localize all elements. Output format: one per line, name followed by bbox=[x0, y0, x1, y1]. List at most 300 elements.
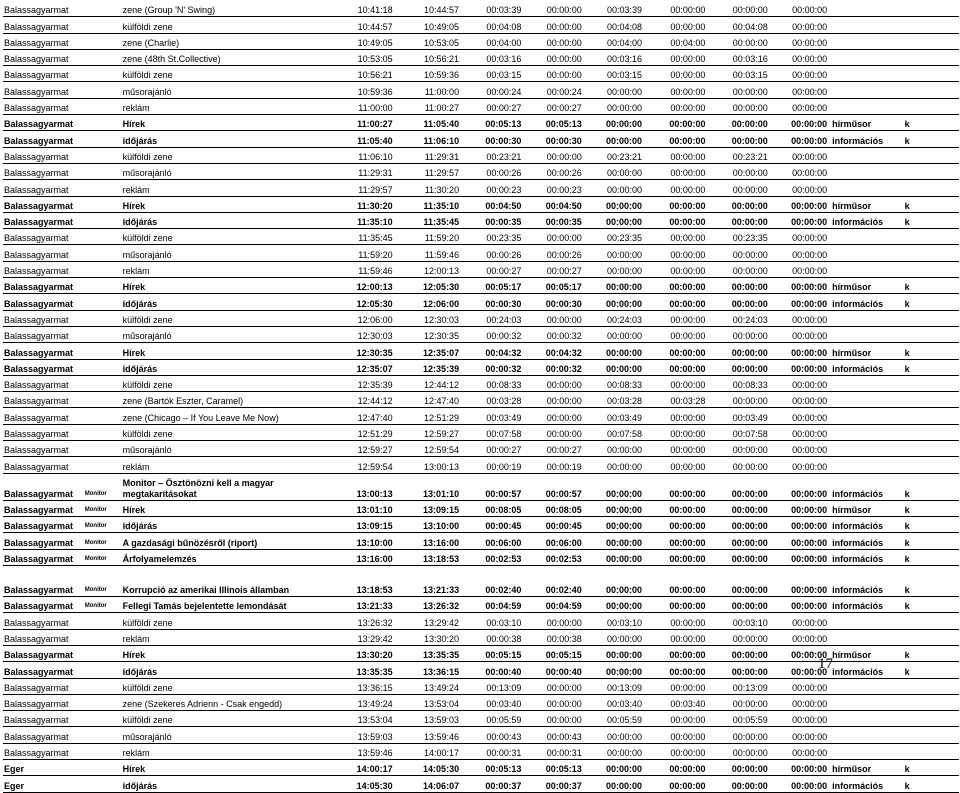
table-cell: 12:00:13 bbox=[397, 261, 463, 277]
table-cell: 00:00:00 bbox=[772, 711, 831, 727]
table-cell: zene (48th St.Collective) bbox=[122, 49, 326, 65]
table-cell: 00:00:00 bbox=[586, 131, 646, 147]
table-cell: 00:00:00 bbox=[709, 98, 771, 114]
table-cell bbox=[831, 613, 901, 629]
table-cell bbox=[84, 662, 122, 678]
table-cell: 10:56:21 bbox=[397, 49, 463, 65]
table-cell: 00:00:00 bbox=[709, 1, 771, 17]
table-cell: 00:05:59 bbox=[586, 711, 646, 727]
table-cell: 12:30:03 bbox=[326, 326, 397, 342]
table-cell: 00:03:16 bbox=[463, 49, 525, 65]
table-cell: 00:00:00 bbox=[709, 359, 771, 375]
table-cell: 10:59:36 bbox=[326, 82, 397, 98]
table-cell: 00:00:00 bbox=[646, 278, 709, 294]
table-cell: 13:09:15 bbox=[326, 516, 397, 532]
table-cell: 00:00:00 bbox=[709, 645, 771, 661]
table-cell: k bbox=[901, 645, 959, 661]
table-cell: 00:07:58 bbox=[463, 424, 525, 440]
table-cell: 00:00:00 bbox=[709, 662, 771, 678]
table-cell bbox=[84, 392, 122, 408]
table-cell: 00:00:40 bbox=[463, 662, 525, 678]
table-cell: 00:00:00 bbox=[709, 33, 771, 49]
table-cell bbox=[831, 147, 901, 163]
table-cell: műsorajánló bbox=[122, 163, 326, 179]
table-cell: 11:35:10 bbox=[397, 196, 463, 212]
table-cell: 00:13:09 bbox=[709, 678, 771, 694]
table-cell: 00:00:19 bbox=[525, 457, 585, 473]
table-cell: Balassagyarmat bbox=[3, 229, 84, 245]
table-cell: Balassagyarmat bbox=[3, 115, 84, 131]
table-cell: reklám bbox=[122, 98, 326, 114]
table-cell: 00:00:00 bbox=[646, 500, 709, 516]
table-row bbox=[3, 473, 959, 500]
table-cell: 10:44:57 bbox=[326, 17, 397, 33]
table-cell: 00:00:43 bbox=[525, 727, 585, 743]
table-cell bbox=[831, 49, 901, 65]
table-cell bbox=[901, 727, 959, 743]
table-cell: 00:05:17 bbox=[525, 278, 585, 294]
table-cell: 00:00:00 bbox=[709, 261, 771, 277]
table-cell: 00:03:40 bbox=[463, 694, 525, 710]
table-cell: Balassagyarmat bbox=[3, 131, 84, 147]
table-cell: k bbox=[901, 581, 959, 597]
table-cell: Balassagyarmat bbox=[3, 326, 84, 342]
table-cell bbox=[84, 49, 122, 65]
table-cell: 10:49:05 bbox=[326, 33, 397, 49]
table-cell: 00:00:00 bbox=[586, 261, 646, 277]
table-row bbox=[3, 294, 959, 310]
table-cell: Balassagyarmat bbox=[3, 392, 84, 408]
table-cell: 14:00:17 bbox=[397, 743, 463, 759]
table-cell: 00:00:00 bbox=[709, 760, 771, 776]
table-cell: reklám bbox=[122, 180, 326, 196]
table-cell: külföldi zene bbox=[122, 424, 326, 440]
table-cell: 00:00:00 bbox=[709, 196, 771, 212]
table-cell: 00:00:00 bbox=[772, 82, 831, 98]
table-cell: 00:00:00 bbox=[709, 516, 771, 532]
table-cell: 00:00:00 bbox=[772, 645, 831, 661]
table-cell: Balassagyarmat bbox=[3, 473, 84, 500]
table-cell bbox=[84, 343, 122, 359]
table-cell: 00:02:40 bbox=[463, 581, 525, 597]
table-cell: 13:21:33 bbox=[397, 581, 463, 597]
table-cell: 00:00:00 bbox=[772, 245, 831, 261]
table-cell: 00:00:24 bbox=[463, 82, 525, 98]
table-cell: 00:00:00 bbox=[525, 66, 585, 82]
table-row bbox=[3, 261, 959, 277]
table-cell: 00:00:00 bbox=[646, 549, 709, 565]
table-cell: 00:00:23 bbox=[463, 180, 525, 196]
table-cell: 00:07:58 bbox=[586, 424, 646, 440]
table-cell: 00:00:00 bbox=[586, 212, 646, 228]
table-cell: 13:18:53 bbox=[397, 549, 463, 565]
table-cell: 11:29:57 bbox=[397, 163, 463, 179]
table-cell: 00:00:00 bbox=[709, 727, 771, 743]
table-cell: 11:29:31 bbox=[326, 163, 397, 179]
table-cell bbox=[831, 1, 901, 17]
table-cell: 13:59:46 bbox=[326, 743, 397, 759]
table-row bbox=[3, 49, 959, 65]
table-cell: Balassagyarmat bbox=[3, 424, 84, 440]
table-cell: műsorajánló bbox=[122, 82, 326, 98]
table-cell: 00:23:35 bbox=[709, 229, 771, 245]
table-cell: 11:29:57 bbox=[326, 180, 397, 196]
table-cell: 10:49:05 bbox=[397, 17, 463, 33]
table-cell: 00:00:00 bbox=[586, 500, 646, 516]
table-cell: 13:30:20 bbox=[326, 645, 397, 661]
table-cell: 00:00:57 bbox=[525, 473, 585, 500]
table-cell: Monitor bbox=[84, 581, 122, 597]
table-cell: 00:04:32 bbox=[463, 343, 525, 359]
table-cell: 12:44:12 bbox=[326, 392, 397, 408]
table-cell bbox=[831, 66, 901, 82]
table-cell bbox=[901, 408, 959, 424]
table-cell: 00:00:00 bbox=[586, 776, 646, 792]
table-cell: Monitor bbox=[84, 549, 122, 565]
table-cell: k bbox=[901, 662, 959, 678]
table-cell: 00:00:00 bbox=[586, 533, 646, 549]
table-row bbox=[3, 1, 959, 17]
table-cell bbox=[901, 1, 959, 17]
table-cell: Balassagyarmat bbox=[3, 662, 84, 678]
table-cell bbox=[84, 645, 122, 661]
table-cell bbox=[84, 678, 122, 694]
table-cell: 00:00:00 bbox=[709, 212, 771, 228]
table-cell: 00:00:00 bbox=[586, 549, 646, 565]
table-cell: 00:00:00 bbox=[646, 457, 709, 473]
table-cell: 00:00:00 bbox=[646, 662, 709, 678]
table-cell: 00:00:00 bbox=[772, 180, 831, 196]
blank-row bbox=[3, 565, 959, 581]
table-cell bbox=[831, 326, 901, 342]
table-cell: 12:05:30 bbox=[326, 294, 397, 310]
table-cell bbox=[831, 727, 901, 743]
table-cell: 00:00:26 bbox=[525, 163, 585, 179]
table-cell: reklám bbox=[122, 629, 326, 645]
table-cell: 00:00:00 bbox=[646, 163, 709, 179]
table-cell: Balassagyarmat bbox=[3, 743, 84, 759]
table-cell: Balassagyarmat bbox=[3, 629, 84, 645]
table-cell: időjárás bbox=[122, 131, 326, 147]
table-cell: 00:00:00 bbox=[709, 441, 771, 457]
table-cell: 00:00:00 bbox=[709, 115, 771, 131]
table-cell: 00:00:00 bbox=[772, 392, 831, 408]
table-cell: 00:04:00 bbox=[463, 33, 525, 49]
table-cell: 00:04:00 bbox=[586, 33, 646, 49]
table-row bbox=[3, 66, 959, 82]
table-cell: 00:00:00 bbox=[772, 424, 831, 440]
table-cell: Balassagyarmat bbox=[3, 408, 84, 424]
table-cell bbox=[84, 424, 122, 440]
table-row bbox=[3, 33, 959, 49]
table-cell: zene (Bartók Eszter, Caramel) bbox=[122, 392, 326, 408]
table-cell: 00:03:49 bbox=[463, 408, 525, 424]
table-cell: 11:30:20 bbox=[326, 196, 397, 212]
table-cell: 00:00:26 bbox=[463, 245, 525, 261]
table-row bbox=[3, 408, 959, 424]
table-cell bbox=[901, 82, 959, 98]
table-cell: 00:00:00 bbox=[646, 212, 709, 228]
table-cell: 00:00:00 bbox=[646, 776, 709, 792]
table-cell: 13:53:04 bbox=[397, 694, 463, 710]
table-cell: 00:23:21 bbox=[709, 147, 771, 163]
table-cell: 00:00:00 bbox=[709, 163, 771, 179]
table-row bbox=[3, 662, 959, 678]
table-cell: 00:00:00 bbox=[646, 727, 709, 743]
table-cell: 11:05:40 bbox=[326, 131, 397, 147]
table-cell: 00:00:00 bbox=[772, 131, 831, 147]
table-cell: 00:00:00 bbox=[646, 597, 709, 613]
table-cell: információs bbox=[831, 212, 901, 228]
table-row bbox=[3, 711, 959, 727]
table-cell bbox=[84, 408, 122, 424]
table-cell: 11:06:10 bbox=[326, 147, 397, 163]
table-cell: k bbox=[901, 516, 959, 532]
table-cell: k bbox=[901, 760, 959, 776]
table-cell: zene (Szekeres Adrienn - Csak engedd) bbox=[122, 694, 326, 710]
table-cell: 11:35:45 bbox=[326, 229, 397, 245]
table-cell bbox=[901, 245, 959, 261]
table-cell: 00:00:00 bbox=[646, 326, 709, 342]
table-cell: 13:35:35 bbox=[397, 645, 463, 661]
table-cell: információs bbox=[831, 359, 901, 375]
table-cell: 00:08:33 bbox=[709, 375, 771, 391]
table-cell: 12:44:12 bbox=[397, 375, 463, 391]
table-cell: 00:00:00 bbox=[586, 115, 646, 131]
table-cell: 00:00:00 bbox=[772, 516, 831, 532]
table-cell: 00:00:00 bbox=[772, 326, 831, 342]
table-cell: 00:23:21 bbox=[463, 147, 525, 163]
table-cell bbox=[901, 147, 959, 163]
table-cell: 11:30:20 bbox=[397, 180, 463, 196]
table-cell: 00:00:00 bbox=[586, 597, 646, 613]
table-cell: 00:08:05 bbox=[463, 500, 525, 516]
table-cell: Monitor bbox=[84, 597, 122, 613]
table-cell: 00:00:00 bbox=[525, 1, 585, 17]
table-cell bbox=[831, 163, 901, 179]
table-cell: időjárás bbox=[122, 516, 326, 532]
table-row bbox=[3, 500, 959, 516]
table-cell: 00:00:00 bbox=[586, 180, 646, 196]
table-cell bbox=[901, 678, 959, 694]
table-cell: 10:56:21 bbox=[326, 66, 397, 82]
table-cell: 12:06:00 bbox=[397, 294, 463, 310]
table-cell: 00:00:00 bbox=[586, 98, 646, 114]
table-cell bbox=[84, 180, 122, 196]
table-cell bbox=[84, 229, 122, 245]
table-cell: 12:35:07 bbox=[326, 359, 397, 375]
table-cell bbox=[901, 229, 959, 245]
table-cell: időjárás bbox=[122, 359, 326, 375]
table-cell: 00:00:00 bbox=[772, 727, 831, 743]
table-cell bbox=[84, 694, 122, 710]
table-cell: Balassagyarmat bbox=[3, 49, 84, 65]
table-cell: 00:05:13 bbox=[463, 760, 525, 776]
table-cell: 11:59:46 bbox=[397, 245, 463, 261]
table-cell: időjárás bbox=[122, 212, 326, 228]
table-cell: 00:00:00 bbox=[772, 17, 831, 33]
table-cell: 00:02:40 bbox=[525, 581, 585, 597]
table-cell: 00:00:00 bbox=[772, 408, 831, 424]
table-cell: műsorajánló bbox=[122, 245, 326, 261]
table-cell: 00:00:00 bbox=[772, 278, 831, 294]
table-cell: 00:23:35 bbox=[586, 229, 646, 245]
table-cell: külföldi zene bbox=[122, 17, 326, 33]
table-cell: 00:00:00 bbox=[586, 727, 646, 743]
table-cell: 00:03:28 bbox=[586, 392, 646, 408]
table-cell: 00:00:24 bbox=[525, 82, 585, 98]
table-cell: 12:51:29 bbox=[397, 408, 463, 424]
table-cell: 13:49:24 bbox=[397, 678, 463, 694]
table-cell bbox=[831, 82, 901, 98]
table-cell bbox=[901, 629, 959, 645]
table-cell: 11:29:31 bbox=[397, 147, 463, 163]
table-cell: 13:35:35 bbox=[326, 662, 397, 678]
table-cell: hírműsor bbox=[831, 196, 901, 212]
table-cell: 00:04:59 bbox=[463, 597, 525, 613]
table-cell: 00:00:00 bbox=[646, 760, 709, 776]
table-cell: 00:00:32 bbox=[463, 326, 525, 342]
table-cell: 00:00:00 bbox=[772, 163, 831, 179]
table-cell bbox=[84, 776, 122, 792]
table-cell: 00:05:15 bbox=[525, 645, 585, 661]
table-cell: 12:47:40 bbox=[397, 392, 463, 408]
table-cell: 00:00:00 bbox=[646, 82, 709, 98]
table-cell: 00:00:00 bbox=[646, 711, 709, 727]
table-cell: hírműsor bbox=[831, 645, 901, 661]
table-cell: 00:00:00 bbox=[646, 180, 709, 196]
table-cell: 00:00:00 bbox=[709, 549, 771, 565]
table-cell: 00:00:30 bbox=[463, 294, 525, 310]
table-cell: Balassagyarmat bbox=[3, 343, 84, 359]
table-cell bbox=[84, 147, 122, 163]
table-row bbox=[3, 424, 959, 440]
table-cell bbox=[901, 711, 959, 727]
table-cell: 13:49:24 bbox=[326, 694, 397, 710]
table-cell: 00:00:00 bbox=[709, 343, 771, 359]
table-cell bbox=[84, 196, 122, 212]
table-cell: Balassagyarmat bbox=[3, 581, 84, 597]
table-cell: Balassagyarmat bbox=[3, 261, 84, 277]
table-cell: Hírek bbox=[122, 343, 326, 359]
table-cell: 00:00:00 bbox=[772, 33, 831, 49]
table-row bbox=[3, 694, 959, 710]
table-cell bbox=[901, 694, 959, 710]
table-cell: 00:00:00 bbox=[525, 375, 585, 391]
table-cell: 00:00:00 bbox=[586, 629, 646, 645]
table-cell: k bbox=[901, 131, 959, 147]
table-cell: 00:00:38 bbox=[463, 629, 525, 645]
table-cell: 12:59:54 bbox=[326, 457, 397, 473]
table-cell bbox=[84, 66, 122, 82]
table-cell: 00:00:00 bbox=[772, 359, 831, 375]
table-cell: 13:10:00 bbox=[326, 533, 397, 549]
table-cell: 00:00:00 bbox=[646, 645, 709, 661]
table-cell: 11:59:20 bbox=[397, 229, 463, 245]
table-cell: 00:00:00 bbox=[646, 147, 709, 163]
table-cell: 00:00:00 bbox=[709, 597, 771, 613]
table-cell bbox=[84, 310, 122, 326]
table-cell: Balassagyarmat bbox=[3, 516, 84, 532]
table-cell: reklám bbox=[122, 457, 326, 473]
table-cell bbox=[84, 727, 122, 743]
table-row bbox=[3, 147, 959, 163]
table-cell: információs bbox=[831, 294, 901, 310]
table-cell: 00:05:13 bbox=[463, 115, 525, 131]
table-cell: Balassagyarmat bbox=[3, 196, 84, 212]
table-cell bbox=[84, 245, 122, 261]
table-cell: k bbox=[901, 533, 959, 549]
table-cell: 00:00:00 bbox=[772, 147, 831, 163]
table-cell: Hírek bbox=[122, 278, 326, 294]
table-cell: 00:00:00 bbox=[586, 581, 646, 597]
table-cell: 00:07:58 bbox=[709, 424, 771, 440]
table-cell: Monitor bbox=[84, 500, 122, 516]
table-cell: 00:00:00 bbox=[772, 66, 831, 82]
table-cell: Monitor – Ösztönözni kell a magyar megtakarításokat bbox=[122, 473, 326, 500]
table-cell: hírműsor bbox=[831, 343, 901, 359]
table-cell: 00:08:33 bbox=[463, 375, 525, 391]
table-cell bbox=[831, 629, 901, 645]
table-cell: Balassagyarmat bbox=[3, 212, 84, 228]
table-cell: 00:00:00 bbox=[586, 82, 646, 98]
table-cell: 00:04:59 bbox=[525, 597, 585, 613]
table-cell: 00:05:59 bbox=[709, 711, 771, 727]
table-cell: 00:00:30 bbox=[463, 131, 525, 147]
table-cell: Balassagyarmat bbox=[3, 678, 84, 694]
table-cell bbox=[831, 17, 901, 33]
table-cell bbox=[84, 98, 122, 114]
table-row bbox=[3, 597, 959, 613]
table-row bbox=[3, 326, 959, 342]
broadcast-log-table bbox=[3, 1, 959, 793]
table-row bbox=[3, 678, 959, 694]
table-cell: információs bbox=[831, 581, 901, 597]
table-cell: 00:00:00 bbox=[709, 131, 771, 147]
table-cell: 00:00:00 bbox=[646, 1, 709, 17]
table-cell: 00:00:00 bbox=[772, 212, 831, 228]
table-cell: Balassagyarmat bbox=[3, 147, 84, 163]
table-cell: k bbox=[901, 343, 959, 359]
table-cell: 11:00:27 bbox=[326, 115, 397, 131]
table-cell: 00:00:30 bbox=[525, 131, 585, 147]
table-cell: Balassagyarmat bbox=[3, 645, 84, 661]
table-cell: 00:06:00 bbox=[463, 533, 525, 549]
table-cell: 00:00:26 bbox=[525, 245, 585, 261]
table-cell: Balassagyarmat bbox=[3, 17, 84, 33]
table-cell bbox=[901, 613, 959, 629]
table-cell: 00:00:00 bbox=[772, 229, 831, 245]
table-cell: 00:00:00 bbox=[772, 597, 831, 613]
table-cell: 00:03:28 bbox=[646, 392, 709, 408]
table-cell: hírműsor bbox=[831, 115, 901, 131]
table-cell: k bbox=[901, 776, 959, 792]
table-cell: külföldi zene bbox=[122, 613, 326, 629]
table-row bbox=[3, 115, 959, 131]
table-cell: információs bbox=[831, 776, 901, 792]
table-cell bbox=[901, 163, 959, 179]
table-cell bbox=[84, 375, 122, 391]
table-cell: 00:00:32 bbox=[463, 359, 525, 375]
table-cell: 00:03:39 bbox=[586, 1, 646, 17]
table-cell: k bbox=[901, 597, 959, 613]
table-cell: Balassagyarmat bbox=[3, 694, 84, 710]
table-cell: 00:03:10 bbox=[586, 613, 646, 629]
table-cell: 00:00:00 bbox=[772, 629, 831, 645]
table-cell bbox=[901, 326, 959, 342]
table-cell bbox=[84, 212, 122, 228]
table-cell: 00:00:00 bbox=[646, 424, 709, 440]
